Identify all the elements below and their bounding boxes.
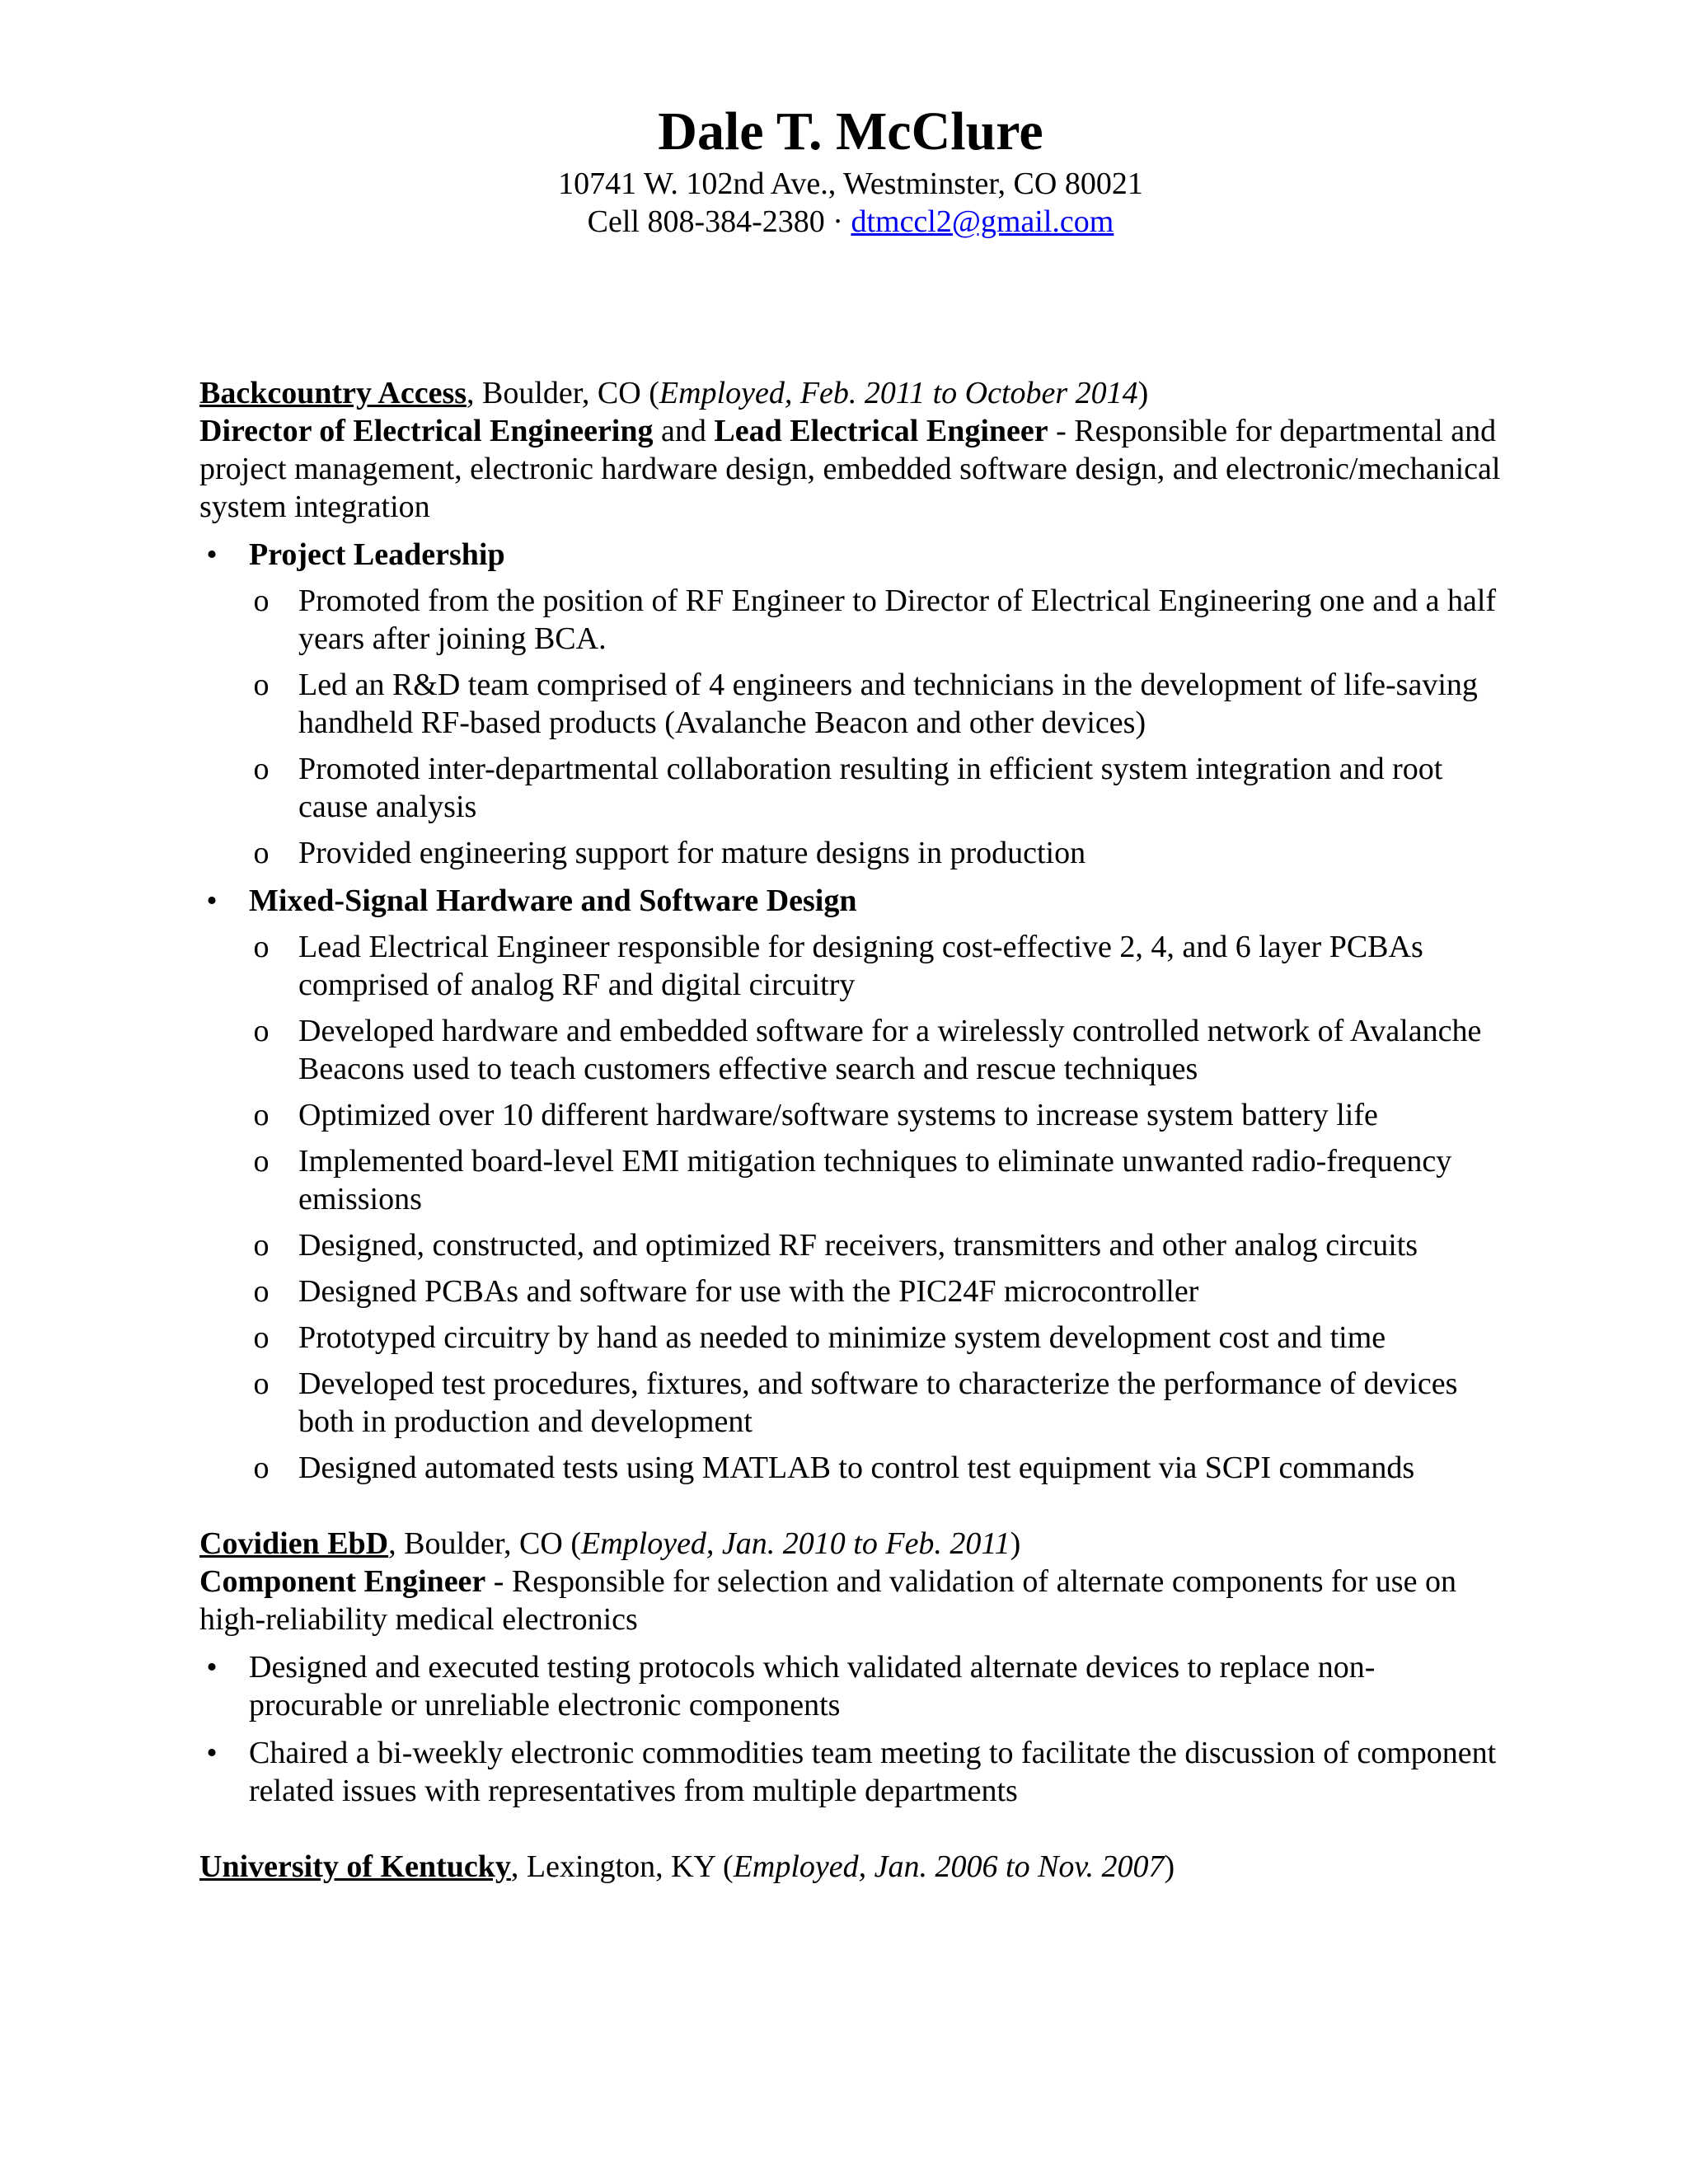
group-mixed-signal-design: • Mixed-Signal Hardware and Software Design o Lead Electrical Engineer responsible for designing cost-effective 2, 4, and 6 layer PCBAs comprised of analog RF and digital circuitry o Developed hardware and embedded software for a wirelessly controlled network of Avalanche Beacons used to teach customers effective search and rescue techniques o Optimized over 10 different hardware/software systems to increase system battery life o Implemented board-level EMI mitigation techniques to eliminate unwanted radio-frequency emissions o Designed, constructed, and optimized RF receivers, transmitters and other analog circuits o Designed PCBAs and software for use with the PIC24F microcontroller o Prototyped circuitry by hand as needed to minimize system development cost and time o Developed test procedures, fixtures, and software to characterize the performance of devices both in production and development o Designed automated tests using MATLAB to control test equipment via SCPI commands (199, 882, 1502, 1487)
company-name: University of Kentucky (199, 1849, 511, 1884)
responsibility-list (199, 1648, 1502, 1810)
job-covidien-ebd (199, 1525, 1502, 1810)
group-heading: Mixed-Signal Hardware and Software Design (249, 883, 857, 918)
list-item: o Provided engineering support for mature designs in production (253, 836, 1086, 870)
job-heading: University of Kentucky, Lexington, KY (Employed, Jan. 2006 to Nov. 2007) (199, 1849, 1175, 1884)
list-item: o Prototyped circuitry by hand as needed to minimize system development cost and time (253, 1320, 1386, 1355)
company-name: Backcountry Access (199, 376, 467, 410)
responsibility-groups (199, 536, 1502, 1487)
list-item: o Optimized over 10 different hardware/software systems to increase system battery life (253, 1098, 1378, 1132)
applicant-address: 10741 W. 102nd Ave., Westminster, CO 80021 (558, 166, 1143, 201)
email-link[interactable]: dtmccl2@gmail.com (851, 204, 1114, 239)
job-university-of-kentucky (199, 1848, 1502, 1886)
list-item: o Led an R&D team comprised of 4 engineers and technicians in the development of life-saving handheld RF-based products (Avalanche Beacon and other devices) (253, 668, 1478, 740)
job-backcountry-access (199, 374, 1502, 1487)
list-item: o Designed automated tests using MATLAB to control test equipment via SCPI commands (253, 1451, 1415, 1485)
resume-header (199, 99, 1502, 241)
list-item: • Chaired a bi-weekly electronic commodities team meeting to facilitate the discussion of component related issues with representatives from multiple departments (206, 1736, 1497, 1808)
list-item: o Implemented board-level EMI mitigation techniques to eliminate unwanted radio-frequency emissions (253, 1144, 1452, 1216)
list-item: o Developed test procedures, fixtures, and software to characterize the performance of devices both in production and development (253, 1366, 1458, 1439)
applicant-name: Dale T. McClure (658, 101, 1043, 162)
list-item: o Designed, constructed, and optimized RF receivers, transmitters and other analog circuits (253, 1228, 1418, 1263)
list-item: o Designed PCBAs and software for use with the PIC24F microcontroller (253, 1274, 1199, 1309)
list-item: o Promoted inter-departmental collaboration resulting in efficient system integration and root cause analysis (253, 752, 1443, 824)
list-item: o Lead Electrical Engineer responsible for designing cost-effective 2, 4, and 6 layer PCBAs comprised of analog RF and digital circuitry (253, 930, 1423, 1002)
group-heading: Project Leadership (249, 537, 505, 572)
group-project-leadership: • Project Leadership o Promoted from the position of RF Engineer to Director of Electrical Engineering one and a half years after joining BCA. o Led an R&D team comprised of 4 engineers and technicians in the development of life-saving handheld RF-based products (Avalanche Beacon and other devices) o Promoted inter-departmental collaboration resulting in efficient system integration and root cause analysis o Provided engineering support for mature designs in production (199, 536, 1502, 872)
company-name: Covidien EbD (199, 1526, 389, 1561)
list-item: o Developed hardware and embedded software for a wirelessly controlled network of Avalanche Beacons used to teach customers effective search and rescue techniques (253, 1014, 1482, 1086)
phone-number: Cell 808-384-2380 · (587, 204, 851, 239)
job-summary: Director of Electrical Engineering and Lead Electrical Engineer - Responsible for departmental and project management, electronic hardware design, embedded software design, and electronic/mechanical system integration (199, 414, 1501, 524)
employment-dates: Employed, Feb. 2011 to October 2014 (659, 376, 1138, 410)
job-heading: Covidien EbD, Boulder, CO (Employed, Jan. 2010 to Feb. 2011) (199, 1526, 1021, 1561)
list-item: • Designed and executed testing protocols which validated alternate devices to replace non-procurable or unreliable electronic components (206, 1650, 1376, 1722)
job-title-secondary: Lead Electrical Engineer (714, 414, 1048, 448)
job-title: Director of Electrical Engineering (199, 414, 654, 448)
contact-line (199, 203, 1502, 241)
resume-page (199, 99, 1502, 1886)
job-summary: Component Engineer - Responsible for selection and validation of alternate components for use on high-reliability medical electronics (199, 1564, 1456, 1637)
job-heading: Backcountry Access, Boulder, CO (Employed, Feb. 2011 to October 2014) (199, 376, 1149, 410)
employment-dates: Employed, Jan. 2006 to Nov. 2007 (733, 1849, 1165, 1884)
employment-dates: Employed, Jan. 2010 to Feb. 2011 (580, 1526, 1010, 1561)
job-title: Component Engineer (199, 1564, 486, 1599)
list-item: o Promoted from the position of RF Engineer to Director of Electrical Engineering one and a half years after joining BCA. (253, 583, 1497, 656)
